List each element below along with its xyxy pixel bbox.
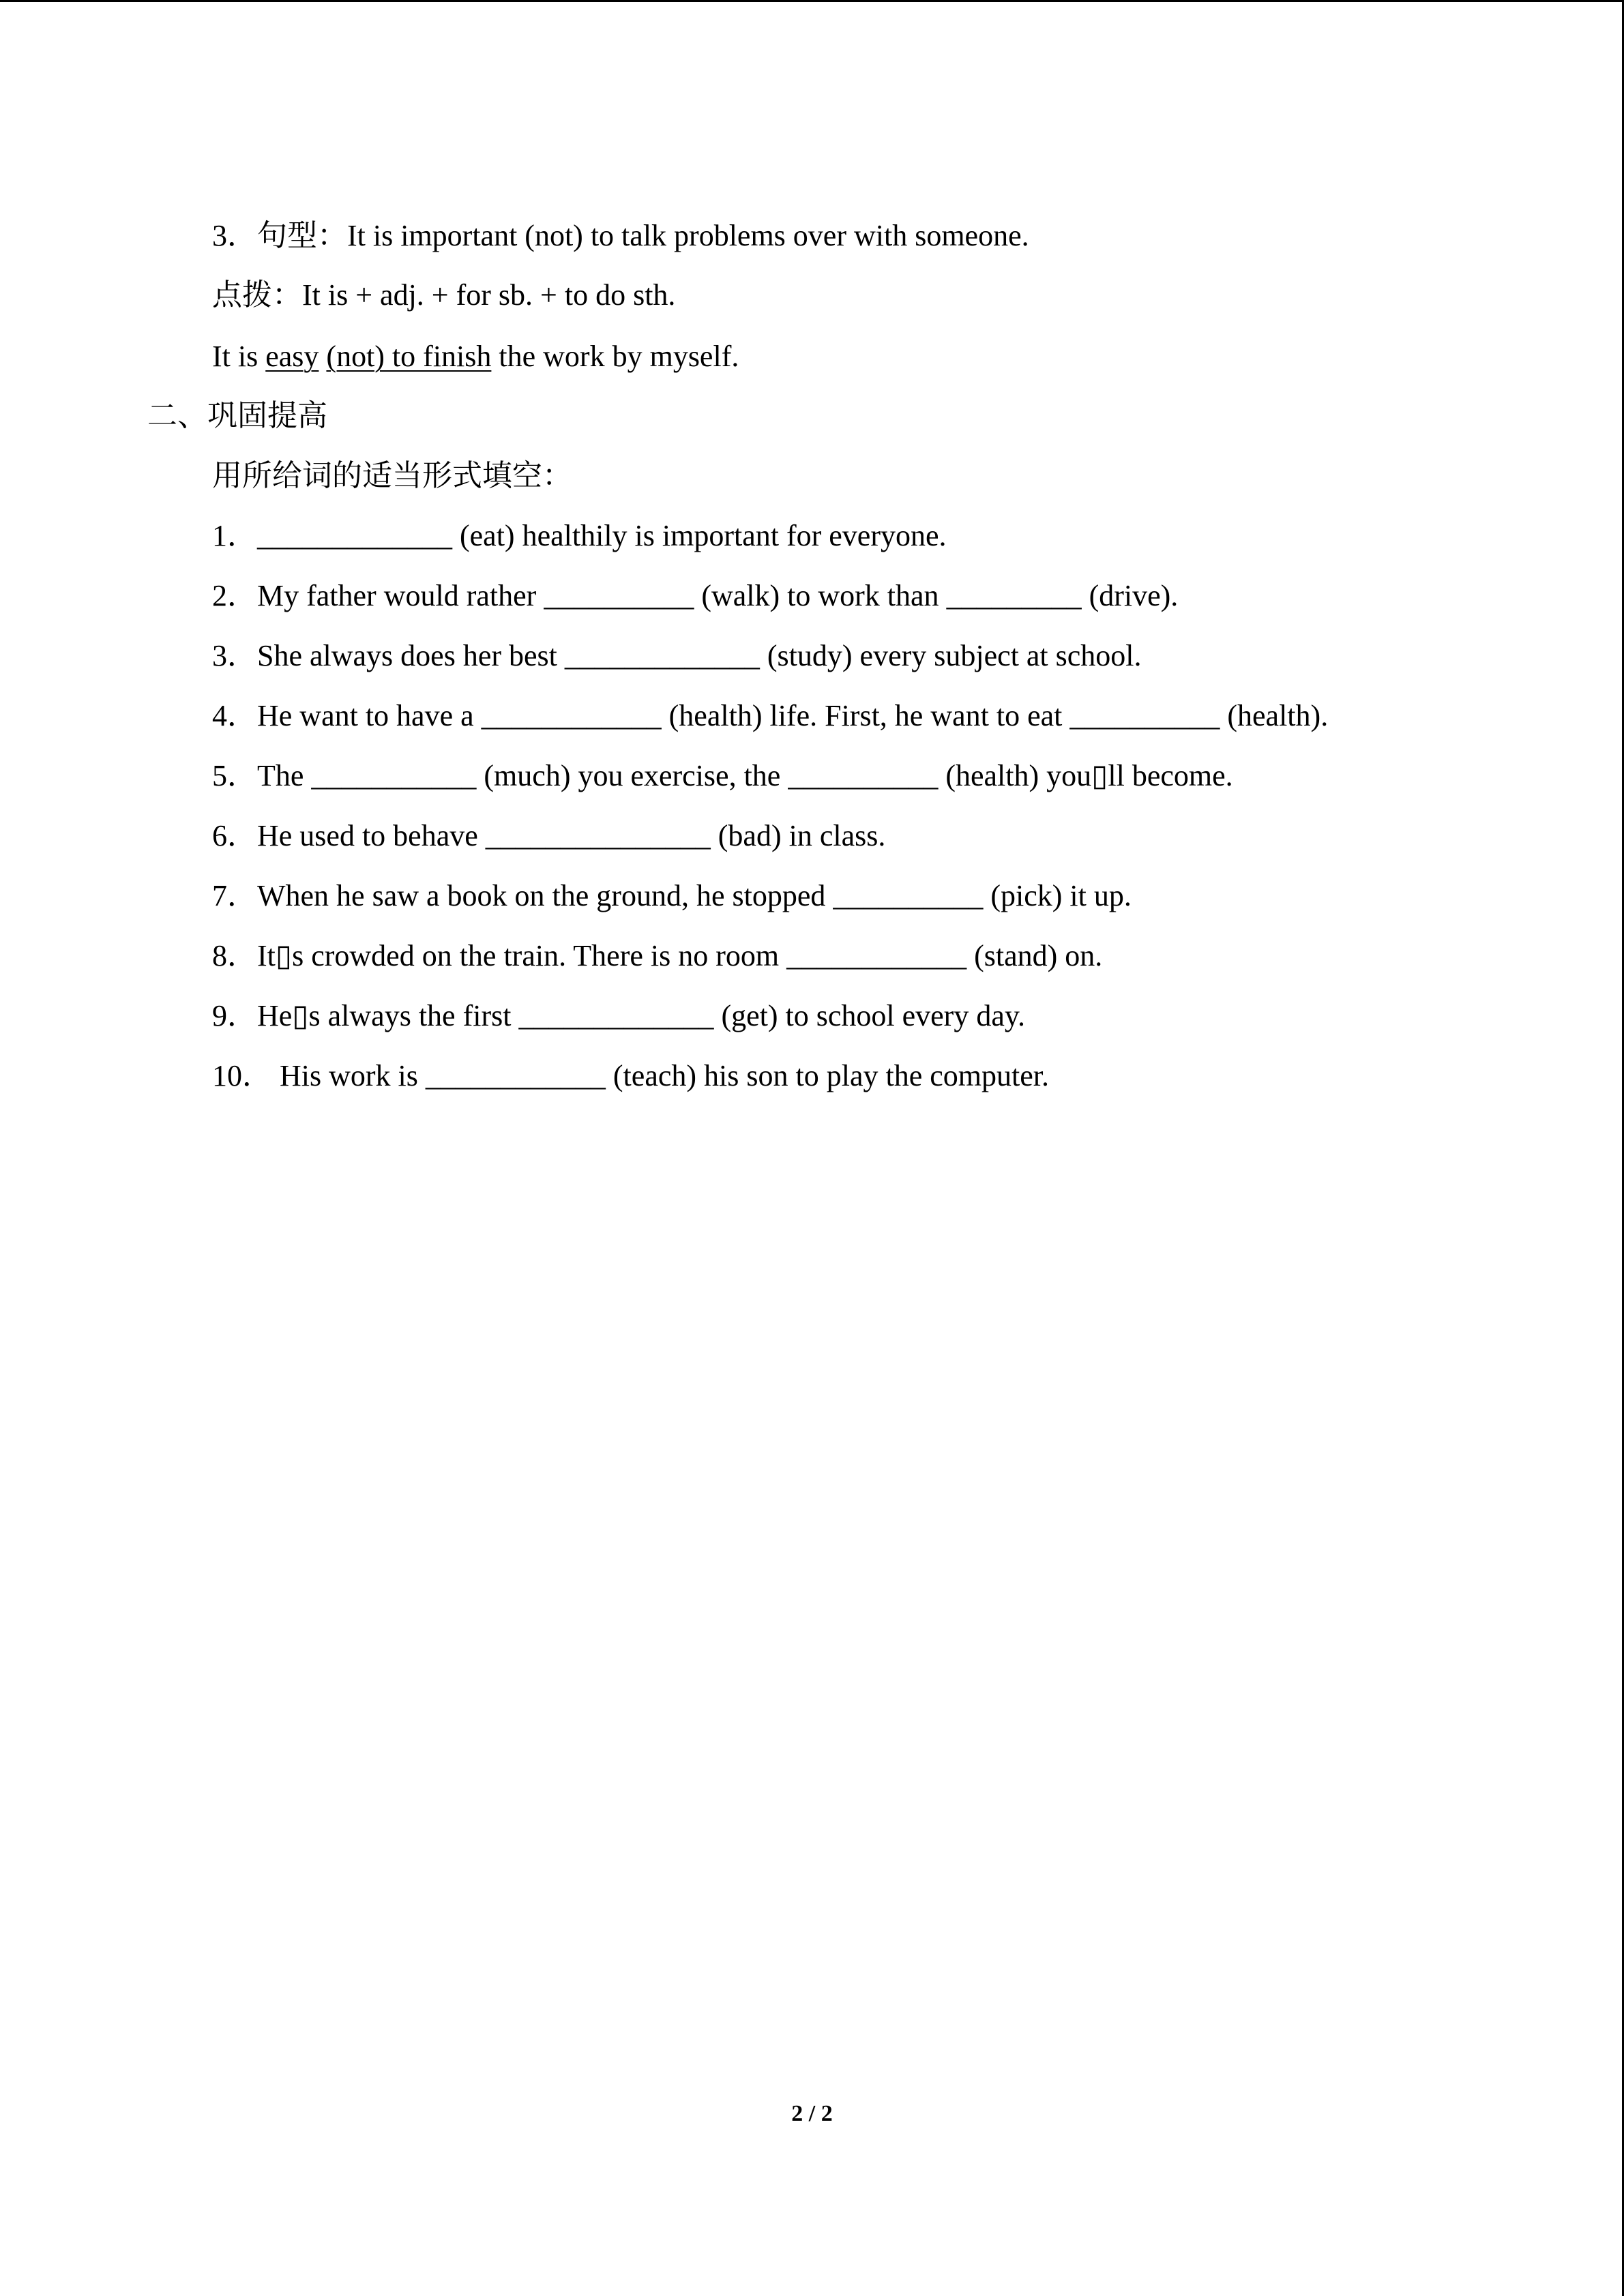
item-post: (bad) in class. bbox=[710, 819, 886, 852]
example-space bbox=[319, 340, 326, 373]
tip-line bbox=[212, 276, 675, 314]
page-number: 2 / 2 bbox=[791, 2101, 833, 2126]
item-post: (teach) his son to play the computer. bbox=[605, 1059, 1049, 1092]
item-number: 5． bbox=[212, 759, 257, 792]
example-underlined-2: (not) to finish bbox=[326, 340, 492, 373]
answer-blank[interactable]: _____________ bbox=[518, 999, 714, 1032]
item-pre: It▯s crowded on the train. There is no room bbox=[257, 939, 787, 972]
item-number: 8． bbox=[212, 939, 257, 972]
answer-blank[interactable]: __________ bbox=[544, 579, 694, 612]
item-post: (get) to school every day. bbox=[713, 999, 1025, 1032]
item-number: 9． bbox=[212, 999, 257, 1032]
item-number: 6． bbox=[212, 819, 257, 852]
section-heading: 二、巩固提高 bbox=[147, 399, 327, 432]
grammar-item-3 bbox=[212, 217, 1029, 255]
exercise-item bbox=[212, 877, 1132, 915]
item-pre: The bbox=[257, 759, 312, 792]
instruction: 用所给词的适当形式填空： bbox=[212, 459, 572, 492]
answer-blank[interactable]: _______________ bbox=[485, 819, 711, 852]
item-pre: He want to have a bbox=[257, 699, 482, 732]
answer-blank[interactable]: __________ bbox=[788, 759, 939, 792]
item-pre: She always does her best bbox=[257, 639, 565, 672]
exercise-item bbox=[212, 937, 1102, 975]
exercise-item bbox=[212, 757, 1233, 795]
item-number: 3． bbox=[212, 219, 257, 252]
tip-text: It is + adj. + for sb. + to do sth. bbox=[302, 278, 676, 312]
item-number: 3． bbox=[212, 639, 257, 672]
item-mid: (walk) to work than bbox=[694, 579, 947, 612]
exercise-item bbox=[212, 637, 1142, 675]
exercise-item bbox=[212, 517, 947, 555]
answer-blank[interactable]: ____________ bbox=[786, 939, 967, 972]
item-number: 10． bbox=[212, 1059, 272, 1092]
example-pre: It is bbox=[212, 340, 266, 373]
item-post: (study) every subject at school. bbox=[759, 639, 1142, 672]
item-pre: My father would rather bbox=[257, 579, 544, 612]
answer-blank[interactable]: ____________ bbox=[481, 699, 662, 732]
example-post: the work by myself. bbox=[491, 340, 739, 373]
item-post: (health). bbox=[1220, 699, 1329, 732]
tip-label: 点拨： bbox=[212, 278, 302, 312]
item-post: (health) you▯ll become. bbox=[938, 759, 1233, 792]
item-post: (drive). bbox=[1081, 579, 1179, 612]
item-mid: (health) life. First, he want to eat bbox=[661, 699, 1070, 732]
exercise-item bbox=[212, 1057, 1049, 1095]
item-pre: He used to behave bbox=[257, 819, 486, 852]
example-sentence bbox=[212, 338, 739, 376]
item-text: It is important (not) to talk problems over with someone. bbox=[347, 219, 1029, 252]
page-top-border bbox=[0, 0, 1624, 2]
exercise-item bbox=[212, 697, 1328, 735]
item-pre: He▯s always the first bbox=[257, 999, 519, 1032]
answer-blank[interactable]: ___________ bbox=[311, 759, 477, 792]
exercise-item bbox=[212, 817, 885, 855]
answer-blank[interactable]: __________ bbox=[1069, 699, 1220, 732]
answer-blank[interactable]: _________ bbox=[946, 579, 1082, 612]
item-number: 4． bbox=[212, 699, 257, 732]
item-number: 2． bbox=[212, 579, 257, 612]
item-number: 7． bbox=[212, 879, 257, 912]
answer-blank[interactable]: __________ bbox=[833, 879, 984, 912]
item-label: 句型： bbox=[257, 219, 347, 252]
answer-blank[interactable]: _____________ bbox=[564, 639, 760, 672]
exercise-item bbox=[212, 577, 1178, 615]
item-post: (stand) on. bbox=[966, 939, 1103, 972]
answer-blank[interactable]: ____________ bbox=[425, 1059, 606, 1092]
item-post: (eat) healthily is important for everyone. bbox=[452, 519, 947, 552]
example-underlined-1: easy bbox=[265, 340, 319, 373]
item-pre: His work is bbox=[272, 1059, 426, 1092]
exercise-item bbox=[212, 997, 1025, 1035]
answer-blank[interactable]: _____________ bbox=[257, 519, 452, 552]
item-number: 1． bbox=[212, 519, 257, 552]
item-mid: (much) you exercise, the bbox=[476, 759, 788, 792]
item-post: (pick) it up. bbox=[983, 879, 1132, 912]
item-pre: When he saw a book on the ground, he stopped bbox=[257, 879, 833, 912]
